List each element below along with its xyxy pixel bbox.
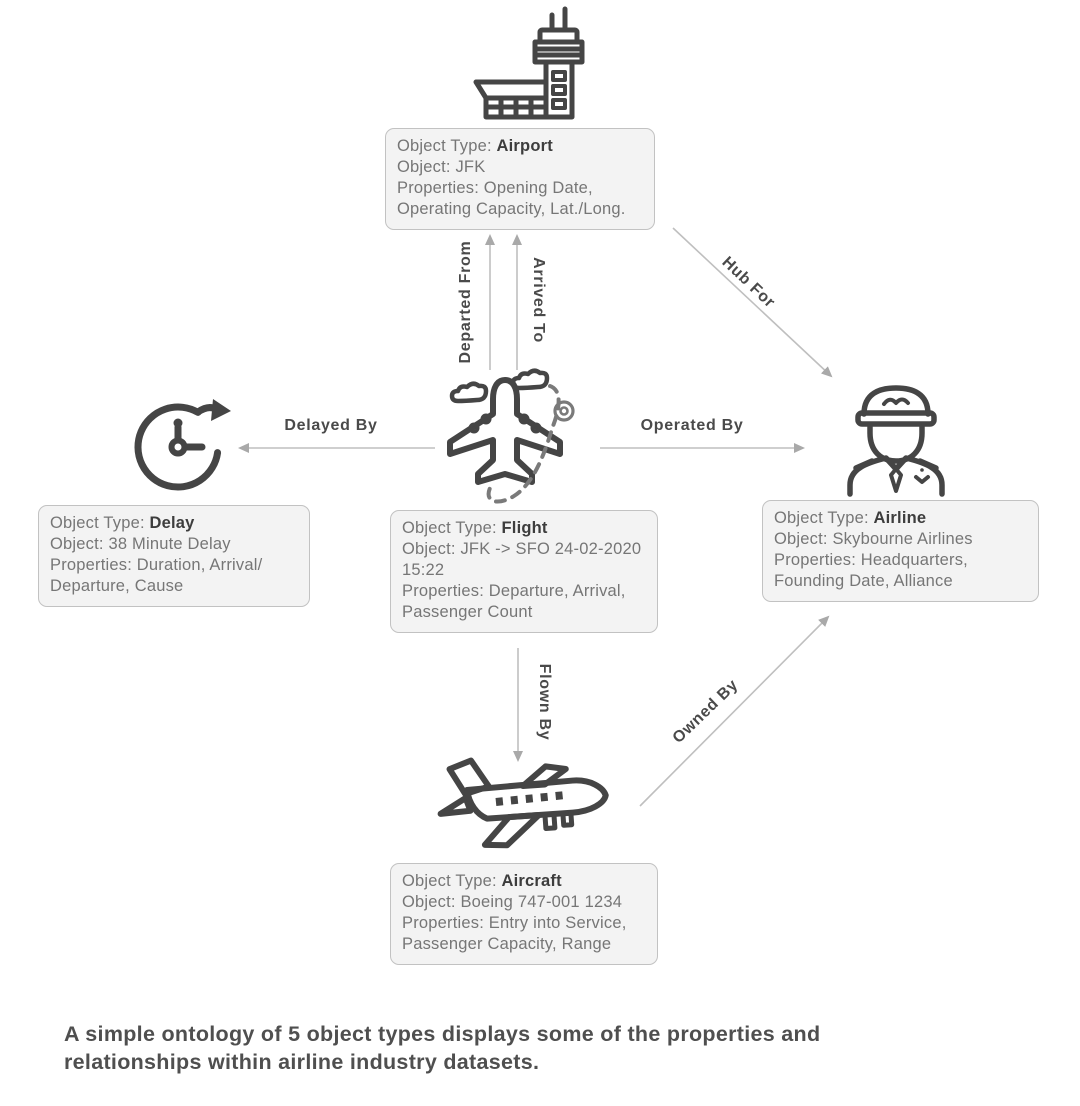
- edge-label-hub-for: Hub For: [718, 253, 779, 312]
- object-label: Object:: [397, 158, 451, 176]
- properties-label: Properties:: [397, 179, 479, 197]
- type-label: Object Type:: [402, 519, 497, 537]
- properties-label: Properties:: [402, 582, 484, 600]
- type-value: Delay: [149, 514, 195, 532]
- properties-value: Entry into Service, Passenger Capacity, Range: [402, 914, 627, 953]
- type-value: Flight: [501, 519, 548, 537]
- diagram-caption: A simple ontology of 5 object types displays some of the properties and relationships within airline industry datasets.: [64, 1022, 821, 1074]
- type-value: Aircraft: [501, 872, 562, 890]
- edge-label-arrived-to: Arrived To: [530, 257, 547, 343]
- type-label: Object Type:: [402, 872, 497, 890]
- object-label: Object:: [402, 540, 456, 558]
- object-value: 38 Minute Delay: [108, 535, 231, 553]
- type-label: Object Type:: [397, 137, 492, 155]
- node-box-airline: [762, 500, 1039, 602]
- object-value: JFK -> SFO 24-02-2020 15:22: [402, 540, 642, 579]
- edge-label-flown-by: Flown By: [536, 663, 553, 741]
- object-label: Object:: [774, 530, 828, 548]
- properties-value: Opening Date, Operating Capacity, Lat./Long.: [397, 179, 626, 218]
- object-value: JFK: [455, 158, 486, 176]
- edge-label-delayed-by: Delayed By: [284, 417, 378, 434]
- type-value: Airport: [496, 137, 553, 155]
- airline-pilot-icon: [842, 380, 950, 497]
- properties-value: Duration, Arrival/ Departure, Cause: [50, 556, 263, 595]
- type-value: Airline: [873, 509, 927, 527]
- flight-plane-icon: [440, 366, 620, 511]
- type-label: Object Type:: [774, 509, 869, 527]
- object-label: Object:: [402, 893, 456, 911]
- aircraft-side-icon: [424, 746, 624, 858]
- object-value: Boeing 747-001 1234: [460, 893, 623, 911]
- properties-label: Properties:: [402, 914, 484, 932]
- properties-value: Departure, Arrival, Passenger Count: [402, 582, 626, 621]
- edge-label-departed-from: Departed From: [457, 240, 474, 364]
- node-box-aircraft: [390, 863, 658, 965]
- edge-label-owned-by: Owned By: [669, 676, 742, 747]
- delay-clock-icon: [128, 390, 238, 495]
- edge-owned-by-arrow: [640, 617, 828, 806]
- properties-value: Headquarters, Founding Date, Alliance: [774, 551, 968, 590]
- node-box-flight: [390, 510, 658, 633]
- object-value: Skybourne Airlines: [832, 530, 973, 548]
- edge-label-operated-by: Operated By: [640, 417, 744, 434]
- object-label: Object:: [50, 535, 104, 553]
- properties-label: Properties:: [774, 551, 856, 569]
- properties-label: Properties:: [50, 556, 132, 574]
- edge-hub-for-arrow: [673, 228, 831, 376]
- type-label: Object Type:: [50, 514, 145, 532]
- node-box-delay: [38, 505, 310, 607]
- node-box-airport: [385, 128, 655, 230]
- airport-tower-icon: [452, 6, 602, 120]
